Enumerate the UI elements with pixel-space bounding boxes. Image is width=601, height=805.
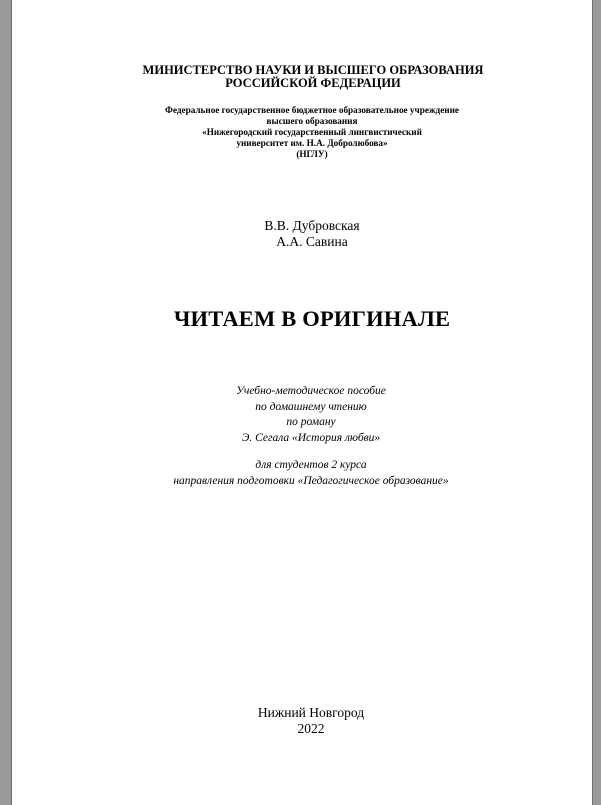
author-2: А.А. Савина xyxy=(276,234,348,249)
description xyxy=(30,384,592,446)
audience-line-2: направления подготовки «Педагогическое образование» xyxy=(173,474,449,487)
description-line-1: Учебно-методическое пособие xyxy=(236,385,386,397)
university-line-1: Федеральное государственное бюджетное образовательное учреждение xyxy=(165,105,459,115)
authors xyxy=(32,218,592,250)
document-title: ЧИТАЕМ В ОРИГИНАЛЕ xyxy=(173,306,451,331)
author-1: В.В. Дубровская xyxy=(264,218,360,233)
description-line-3: по роману xyxy=(286,416,336,428)
imprint-year: 2022 xyxy=(297,721,325,736)
university-line-4: университет им. Н.А. Добролюбова» xyxy=(236,138,388,148)
document-page xyxy=(11,0,593,805)
university-line-3: «Нижегородский государственный лингвистический xyxy=(202,127,422,137)
description-line-2: по домашнему чтению xyxy=(255,400,367,413)
ministry-heading xyxy=(34,64,592,90)
audience xyxy=(30,458,592,489)
audience-line-1: для студентов 2 курса xyxy=(255,459,367,471)
description-line-4: Э. Сегала «История любви» xyxy=(241,431,381,444)
ministry-line-1: МИНИСТЕРСТВО НАУКИ И ВЫСШЕГО ОБРАЗОВАНИЯ xyxy=(142,63,484,77)
university-line-5: (НГЛУ) xyxy=(296,149,328,159)
ministry-line-2: РОССИЙСКОЙ ФЕДЕРАЦИИ xyxy=(225,76,401,90)
university-block xyxy=(32,105,592,160)
imprint xyxy=(30,705,592,737)
university-line-2: высшего образования xyxy=(266,116,358,126)
imprint-city: Нижний Новгород xyxy=(257,705,365,720)
